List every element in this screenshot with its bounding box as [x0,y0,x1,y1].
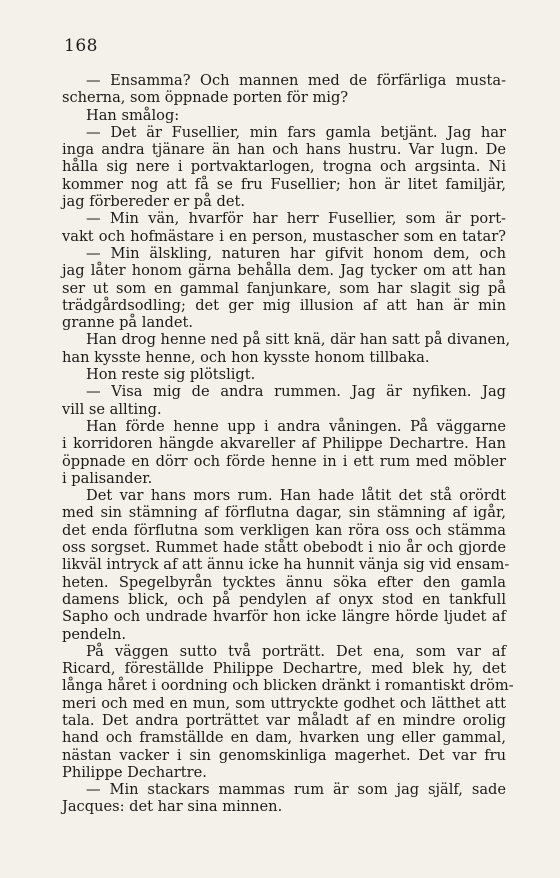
text-line-content: i palisander. [62,469,153,487]
text-line [62,798,506,815]
text-line-content: pendeln. [62,625,127,643]
text-line [62,522,506,539]
text-line [62,504,506,521]
text-line-content: Ricard, föreställde Philippe Dechartre, med blek hy, det [62,660,506,678]
text-line-content: damens blick, och på pendylen af onyx stod en tankfull [62,590,506,608]
text-line-content: tala. Det andra porträttet var måladt af en mindre orolig [62,711,506,729]
text-line [62,764,506,781]
text-line-content: med sin stämning af förflutna dagar, sin stämning af igår, [62,504,506,522]
text-line-content: Han förde henne upp i andra våningen. På väggarne [86,417,506,435]
text-line [62,176,506,193]
text-line [62,747,506,764]
text-line [62,643,506,660]
text-line-content: inga andra tjänare än han och hans hustru. Var lugn. De [62,141,506,159]
text-line-content: han kysste henne, och hon kysste honom tillbaka. [62,348,430,366]
text-line-content: jag låter honom gärna behålla dem. Jag tycker om att han [62,262,506,280]
text-line [62,729,506,746]
text-line-content: granne på landet. [62,314,194,332]
text-line [62,245,506,262]
text-line-content: oss sorgset. Rummet hade stått obebodt i nio år och gjorde [62,539,506,557]
text-line [62,539,506,556]
text-line-content: — Det är Fusellier, min fars gamla betjänt. Jag har [86,123,506,141]
text-line-content: — Min stackars mammas rum är som jag själf, sade [86,781,506,799]
text-line-content: öppnade en dörr och förde henne in i ett rum med möbler [62,452,506,470]
text-line [62,366,506,383]
text-line-content: Sapho och undrade hvarför hon icke längre hörde ljudet af [62,608,506,626]
text-line-content: Hon reste sig plötsligt. [86,366,256,384]
text-line-content: långa håret i oordning och blicken dränkt i romantiskt dröm- [62,677,514,695]
text-line [62,124,506,141]
text-line-content: trädgårdsodling; det ger mig illusion af att han är min [62,296,506,314]
text-line-content: Jacques: det har sina minnen. [62,798,283,816]
text-line [62,89,506,106]
text-line-content: i korridoren hängde akvareller af Philippe Dechartre. Han [62,435,506,453]
text-line [62,314,506,331]
text-line-content: nästan vacker i sin genomskinliga magerhet. Det var fru [62,746,506,764]
text-line-content: meri och med en mun, som uttryckte godhet och lätthet att [62,694,506,712]
text-line-content: — Ensamma? Och mannen med de förfärliga musta- [86,72,506,89]
text-line [62,72,506,89]
text-line [62,435,506,452]
text-line-content: Det var hans mors rum. Han hade låtit det stå orördt [86,487,506,505]
text-line [62,158,506,175]
text-line [62,591,506,608]
text-line [62,660,506,677]
text-line-content: — Min vän, hvarför har herr Fusellier, som är port- [86,210,506,228]
text-line-content: heten. Spegelbyrån tycktes ännu söka efter den gamla [62,573,506,591]
text-line [62,453,506,470]
page-number: 168 [64,36,98,56]
text-line [62,107,506,124]
text-line-content: Han smålog: [86,106,180,124]
text-line-content: vakt och hofmästare i en person, mustascher som en tatar? [62,227,506,245]
text-line-content: scherna, som öppnade porten för mig? [62,89,349,107]
text-line [62,297,506,314]
text-line [62,556,510,574]
text-line-content: hand och framställde en dam, hvarken ung eller gammal, [62,729,506,747]
body-text [62,72,514,816]
text-line-content: det enda förflutna som verkligen kan röra oss och stämma [62,521,506,539]
text-line [62,401,506,418]
text-line [62,262,506,279]
text-line [62,193,506,210]
text-line [62,210,506,227]
text-line-content: — Visa mig de andra rummen. Jag är nyfiken. Jag [86,383,506,401]
text-line-content: jag förbereder er på det. [62,193,245,211]
text-line [62,695,506,712]
text-line [62,712,506,729]
text-line-content: — Min älskling, naturen har gifvit honom dem, och [86,244,506,262]
text-line [62,626,506,643]
text-line [62,383,506,400]
text-line [62,487,506,504]
text-line [62,781,506,798]
text-line-content: hålla sig nere i portvaktarlogen, trogna och argsinta. Ni [62,158,506,176]
text-line [62,141,506,158]
text-line [62,331,511,349]
text-line [62,349,506,366]
text-line [62,228,506,245]
text-line-content: ser ut som en gammal fanjunkare, som har slagit sig på [62,279,506,297]
text-line [62,280,506,297]
text-line-content: vill se allting. [62,400,162,418]
text-line [62,574,506,591]
text-line-content: Han drog henne ned på sitt knä, där han satt på divanen, [86,331,511,349]
text-line [62,608,506,625]
text-line-content: På väggen sutto två porträtt. Det ena, som var af [86,642,506,660]
text-line-content: kommer nog att få se fru Fusellier; hon är litet familjär, [62,175,506,193]
text-line [62,677,514,695]
text-line-content: Philippe Dechartre. [62,763,207,781]
text-line [62,418,506,435]
text-line-content: likväl intryck af att ännu icke ha hunnit vänja sig vid ensam- [62,556,510,574]
text-line [62,470,506,487]
